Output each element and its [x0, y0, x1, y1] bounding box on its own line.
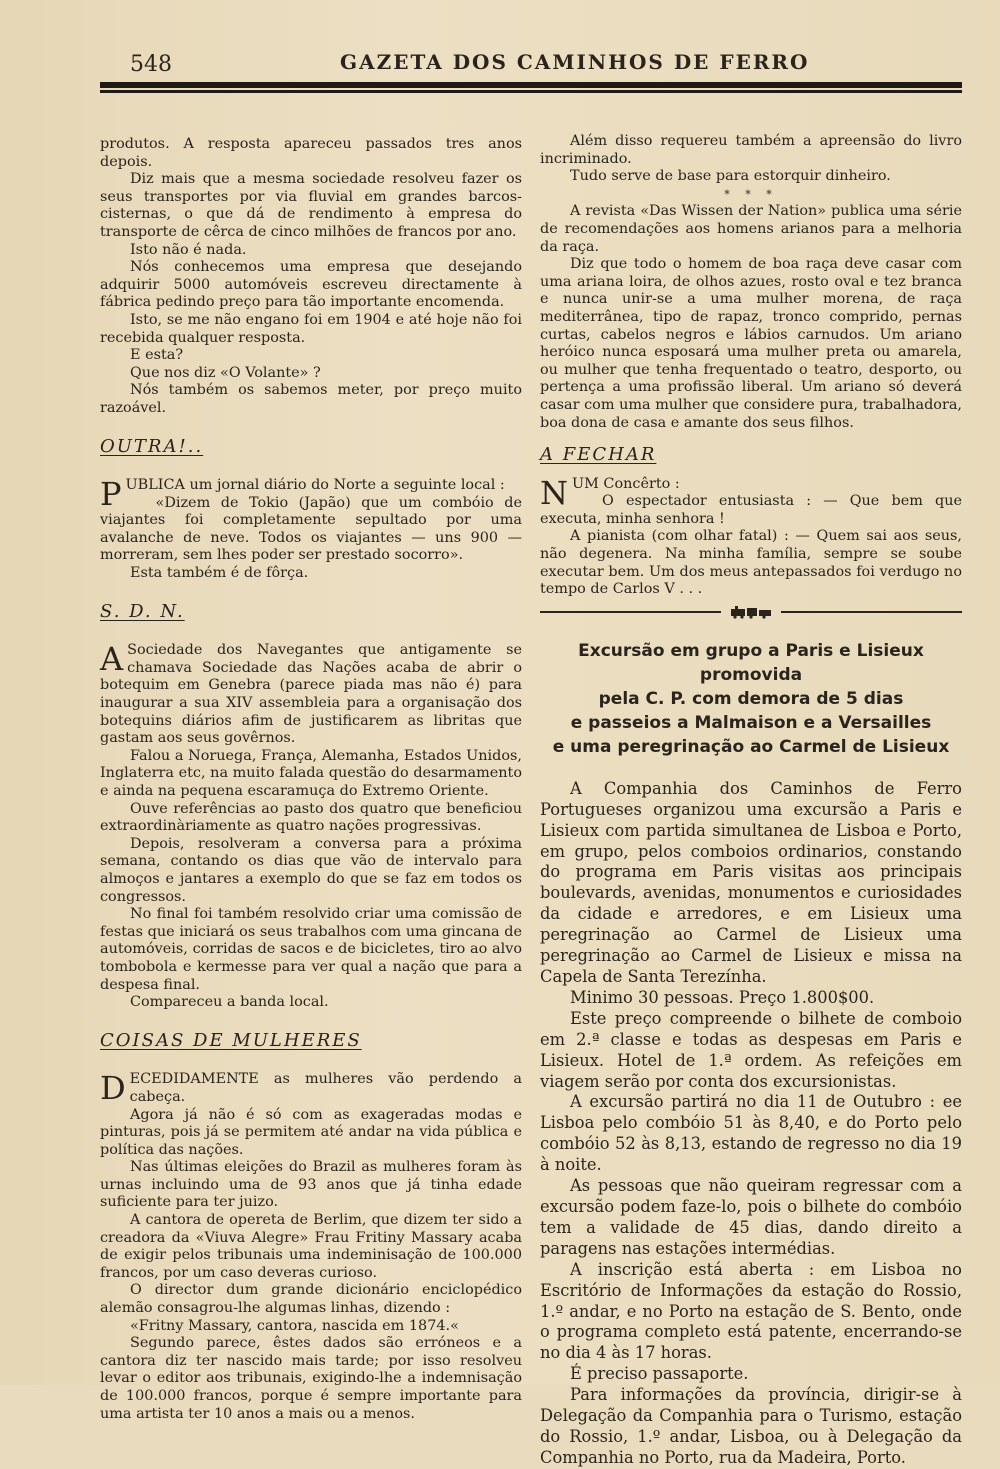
- section-title-sdn: S. D. N.: [100, 600, 185, 622]
- drop-cap: P: [100, 475, 122, 514]
- paragraph: Compareceu a banda local.: [130, 994, 329, 1011]
- divider-line-left: [540, 611, 721, 613]
- paragraph: No final foi também resolvido criar uma comissão de festas que iniciará os seus trabalhos com uma gincana de automóveis, corridas de sacos e de bicicletes, tiro ao alvo tombobola e kermesse para ver qual a nação que para a despesa final.: [100, 906, 522, 993]
- left-column: [100, 136, 522, 1423]
- first-line-text: ECEDIDAMENTE as mulheres vão perdendo a cabeça.: [129, 1071, 522, 1105]
- paragraph: Isto, se me não engano foi em 1904 e até hoje não foi recebida qualquer resposta.: [100, 311, 522, 346]
- drop-cap: D: [100, 1069, 126, 1108]
- section-title-coisas: COISAS DE MULHERES: [100, 1029, 362, 1051]
- drop-cap: A: [100, 640, 124, 679]
- paragraph: Isto não é nada.: [130, 241, 247, 258]
- paragraph: Nós conhecemos uma empresa que desejando adquirir 5000 automóveis escreveu directamente à fábrica pedindo preço para tão importante encomenda.: [100, 259, 522, 311]
- paragraph: É preciso passaporte.: [570, 1364, 749, 1384]
- intro-section: [540, 133, 962, 186]
- paragraph: Tudo serve de base para estorquir dinheiro.: [570, 168, 891, 185]
- paragraph: Agora já não é só com as exageradas modas e pinturas, pois já se permitem até andar na vida pública e política das nações.: [100, 1106, 522, 1158]
- paragraph: «Fritny Massary, cantora, nascida em 1874.«: [130, 1317, 459, 1334]
- first-line-text: Sociedade dos Navegantes que antigamente se chamava Sociedade das Nações acaba de abrir o botequim em Genebra (parece piada mas não é) para inaugurar a sua XIV assembleia para a organisação dos botequins diários afim de justificarem as libritas que gastam aos seus govêrnos.: [100, 642, 522, 747]
- section-sdn: [100, 642, 522, 1011]
- paragraph: E esta?: [130, 347, 184, 364]
- paragraph: produtos. A resposta apareceu passados tres anos depois.: [100, 136, 522, 170]
- paragraph: A inscrição está aberta : em Lisboa no Escritório de Informações da estação do Rossio, 1.º andar, e no Porto na estação de S. Bento, onde o programa completo está patente, encerrando-se no dia 4 às 17 horas.: [540, 1259, 962, 1363]
- paragraph: A excursão partirá no dia 11 de Outubro : ee Lisboa pelo combóio 51 às 8,40, e do Porto pelo combóio 52 às 8,13, estando de regresso no dia 19 à noite.: [540, 1092, 962, 1175]
- paragraph: Minimo 30 pessoas. Preço 1.800$00.: [570, 987, 875, 1007]
- page-number: 548: [130, 52, 172, 77]
- section-revista: [540, 203, 962, 432]
- ornamental-divider: [540, 605, 962, 619]
- paragraph: [100, 1071, 522, 1106]
- section-title-fechar: A FECHAR: [540, 444, 657, 466]
- article-title-line: e uma peregrinação ao Carmel de Lisieux: [552, 736, 950, 757]
- header-rule-thin: [100, 90, 962, 93]
- paragraph: As pessoas que não queiram regressar com a excursão podem faze-lo, pois o bilhete do combóio tem a validade de 45 dias, dando direito a paragens nas estações intermédias.: [540, 1176, 962, 1258]
- paragraph: Segundo parece, êstes dados são erróneos e a cantora diz ter nascido mais tarde; por isso resolveu levar o editor aos tribunais, exigindo-lhe a indemnisação de 100.000 francos, porque é sempre importante para uma artista ter 10 anos a mais ou a menos.: [100, 1335, 522, 1422]
- section-coisas: [100, 1071, 522, 1423]
- article-title-line: Excursão em grupo a Paris e Lisieux promovida: [578, 640, 924, 685]
- article-title-line: e passeios a Malmaison e a Versailles: [570, 712, 932, 733]
- article-body: [540, 779, 962, 1469]
- drop-cap: N: [540, 473, 568, 512]
- right-column: [540, 133, 962, 1469]
- paragraph: [100, 642, 522, 748]
- intro-section: [100, 136, 522, 418]
- paragraph: Ouve referências ao pasto dos quatro que beneficiou extraordinàriamente as quatro nações progressivas.: [100, 800, 522, 835]
- paragraph: Diz que todo o homem de boa raça deve casar com uma ariana loira, de olhos azues, rosto oval e tez branca e nunca unir-se a uma mulher morena, de raça mediterrânea, tipo de rapaz, tronco comprido, pernas curtas, cabelos negros e lábios carnudos. Um ariano heróico nunca esposará uma mulher preta ou amarela, ou mulher que tenha frequentado o teatro, desporto, ou pertença a uma profissão liberal. Um ariano só deverá casar com uma mulher que considere pura, trabalhadora, boa dona de casa e amante dos seus filhos.: [540, 256, 962, 431]
- section-outra: [100, 477, 522, 583]
- paragraph: O espectador entusiasta : — Que bem que executa, minha senhora !: [540, 493, 962, 527]
- paragraph: Além disso requereu também a apreensão do livro incriminado.: [540, 133, 962, 167]
- paragraph: [100, 475, 522, 514]
- article-title-line: pela C. P. com demora de 5 dias: [598, 688, 904, 709]
- paragraph: Depois, resolveram a conversa para a próxima semana, contando os dias que vão de intervalo para almoços e jantares a exemplo do que se faz em todos os congressos.: [100, 835, 522, 905]
- section-fechar: [540, 473, 962, 599]
- page-header: [100, 48, 960, 76]
- paragraph: «Dizem de Tokio (Japão) que um combóio de viajantes foi completamente sepultado por uma avalanche de neve. Todos os viajantes — uns 900 — morreram, sem lhes poder ser prestado socorro».: [100, 494, 522, 564]
- paragraph: Que nos diz «O Volante» ?: [130, 364, 321, 381]
- paragraph: A revista «Das Wissen der Nation» publica uma série de recomendações aos homens arianos para a melhoria da raça.: [540, 203, 962, 255]
- section-title-outra: OUTRA!..: [100, 435, 204, 457]
- first-line-text: UM Concêrto :: [572, 475, 680, 492]
- paragraph: Falou a Noruega, França, Alemanha, Estados Unidos, Inglaterra etc, na muito falada questão do desarmamento e ainda na pequena escaramuça do Extremo Oriente.: [100, 747, 522, 799]
- journal-title: GAZETA DOS CAMINHOS DE FERRO: [340, 50, 810, 74]
- train-icon: [729, 605, 773, 619]
- paragraph: O director dum grande dicionário enciclopédico alemão consagrou-lhe algumas linhas, dizendo :: [100, 1282, 522, 1317]
- paragraph: A pianista (com olhar fatal) : — Quem sai aos seus, não degenera. Na minha família, sempre se soube executar bem. Um dos meus antepassados foi verdugo no tempo de Carlos V . . .: [540, 528, 962, 598]
- paragraph: Esta também é de fôrça.: [130, 565, 309, 582]
- article-title: [540, 639, 962, 759]
- divider-line-right: [781, 611, 962, 613]
- header-rule-thick: [100, 82, 962, 88]
- paragraph: Para informações da província, dirigir-se à Delegação da Companhia para o Turismo, estação do Rossio, 1.º andar, Lisboa, ou à Delegação da Companhia no Porto, rua da Madeira, Porto.: [540, 1385, 962, 1467]
- paragraph: Diz mais que a mesma sociedade resolveu fazer os seus transportes por via fluvial em grandes barcos-cisternas, o que dá de rendimento à empresa do transporte de cêrca de cinco milhões de francos por ano.: [100, 171, 522, 240]
- paragraph: A cantora de opereta de Berlim, que dizem ter sido a creadora da «Viuva Alegre» Frau Fritiny Massary acaba de exigir pelos tribunais uma indeminisação de 100.000 francos, por um caso deveras curioso.: [100, 1212, 522, 1281]
- paragraph: A Companhia dos Caminhos de Ferro Portugueses organizou uma excursão a Paris e Lisieux com partida simultanea de Lisboa e Porto, em grupo, pelos comboios ordinarios, constando do programa em Paris visitas aos principais boulevards, avenidas, monumentos e curiosidades da cidade e arredores, e em Lisieux uma peregrinação ao Carmel de Lisieux uma peregrinação ao Carmel de Lisieux e missa na Capela de Santa Terezínha.: [540, 778, 962, 986]
- section-separator-stars: * * *: [724, 187, 778, 201]
- paragraph: Nós também os sabemos meter, por preço muito razoável.: [100, 382, 522, 416]
- first-line-text: UBLICA um jornal diário do Norte a seguinte local :: [125, 477, 505, 494]
- paragraph: Nas últimas eleições do Brazil as mulheres foram às urnas incluindo uma de 93 anos que já tinha edade suficiente para ter juizo.: [100, 1159, 522, 1211]
- paragraph: Este preço compreende o bilhete de comboio em 2.ª classe e todas as despesas em Paris e Lisieux. Hotel de 1.ª ordem. As refeições em viagem serão por conta dos excursionistas.: [540, 1008, 962, 1091]
